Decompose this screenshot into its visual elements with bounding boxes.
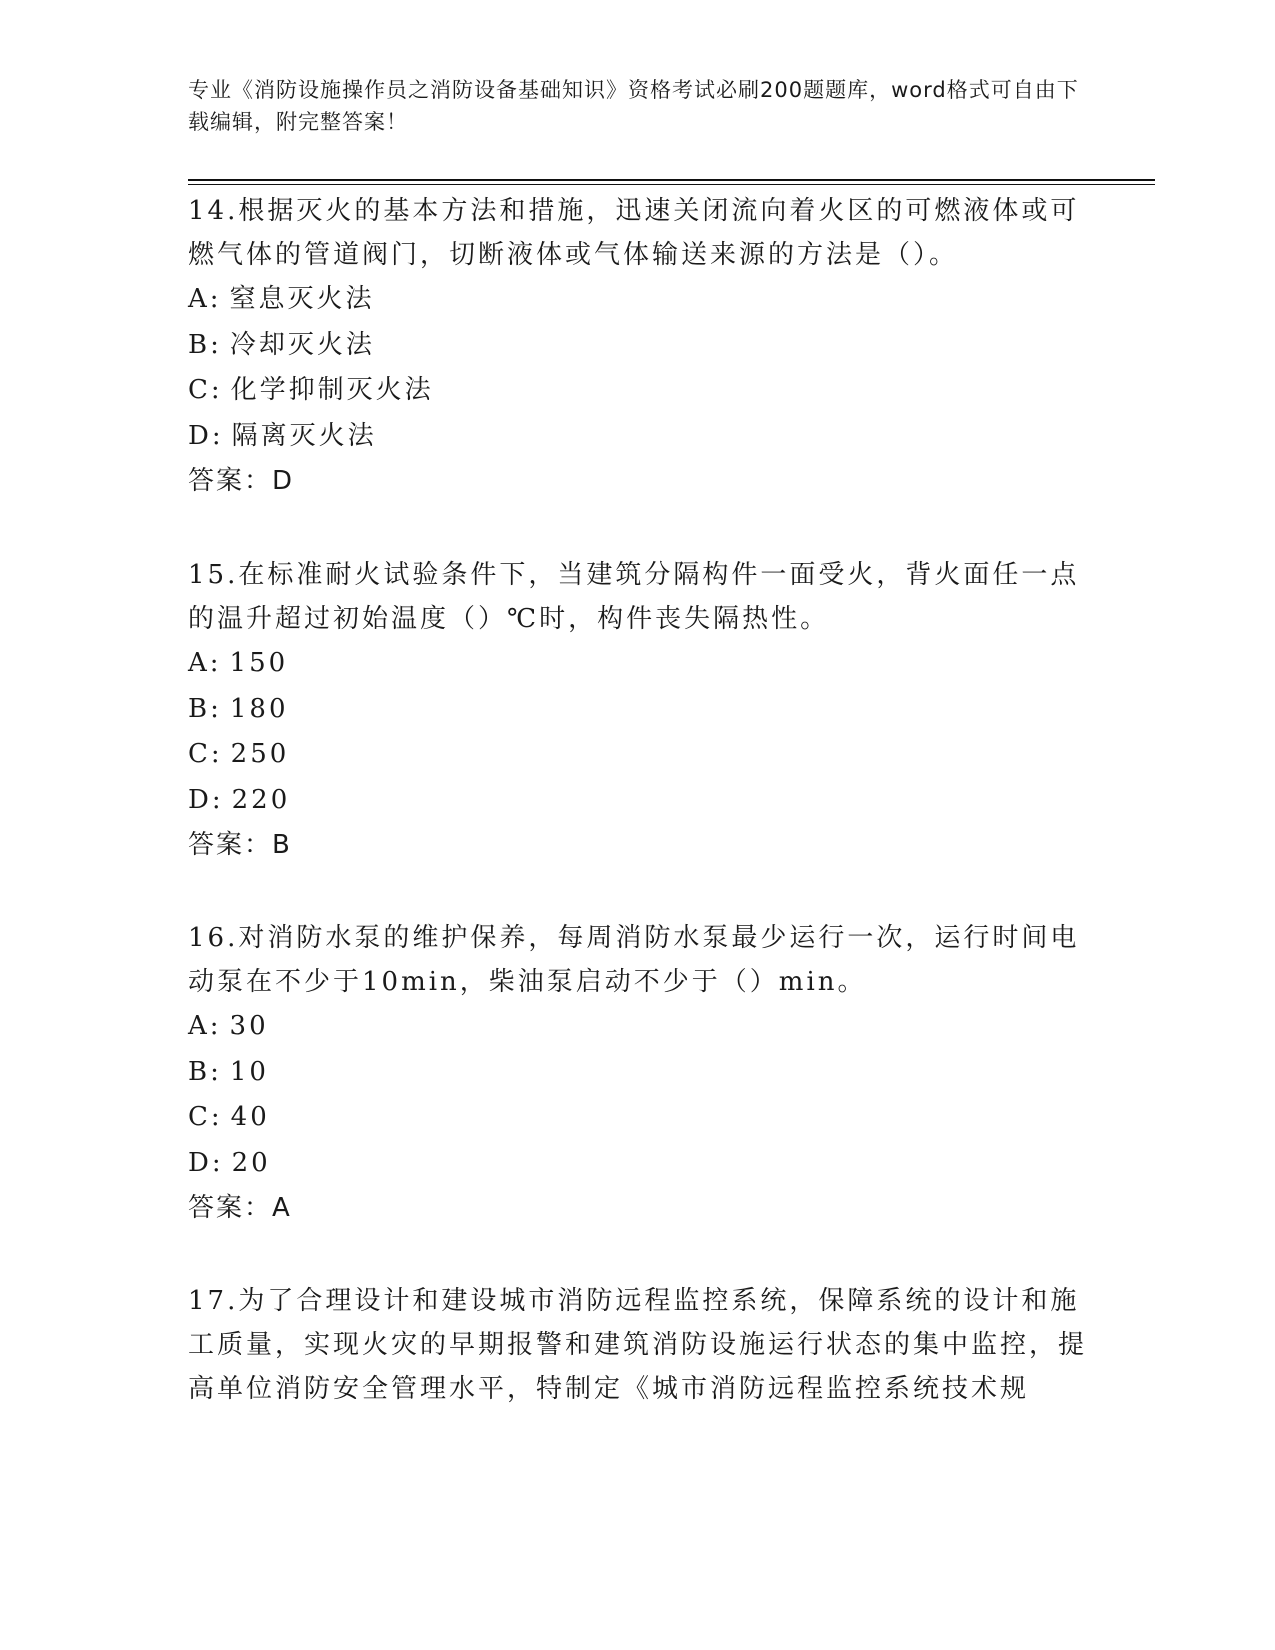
header-divider-thick [188, 179, 1155, 181]
option-b [188, 323, 1088, 369]
option-text: 220 [231, 784, 291, 815]
option-key: B: [188, 693, 222, 724]
option-key: D: [188, 784, 224, 815]
option-key: B: [188, 329, 222, 360]
question-14 [188, 189, 1088, 503]
option-key: C: [188, 1102, 223, 1132]
option-text: 250 [230, 739, 290, 769]
question-stem: 14.根据灭火的基本方法和措施，迅速关闭流向着火区的可燃液体或可燃气体的管道阀门，切断液体或气体输送来源的方法是（）。 [188, 196, 1080, 270]
answer-line: 答案：A [188, 1193, 292, 1223]
option-c [188, 1095, 1088, 1141]
option-c [188, 368, 1088, 414]
option-key: C: [188, 739, 223, 769]
option-key: B: [188, 1056, 222, 1087]
header-divider-thin [188, 184, 1155, 185]
option-text: 20 [231, 1147, 271, 1178]
option-b [188, 1050, 1088, 1096]
question-15 [188, 553, 1088, 867]
document-header: 专业《消防设施操作员之消防设备基础知识》资格考试必刷200题题库，word格式可自由下载编辑，附完整答案！ [188, 78, 1079, 134]
question-16 [188, 916, 1088, 1230]
option-text: 冷却灭火法 [229, 329, 375, 360]
option-a [188, 277, 1088, 323]
option-text: 150 [229, 648, 289, 678]
option-key: A: [188, 648, 222, 678]
option-d [188, 414, 1088, 460]
option-key: D: [188, 420, 224, 451]
option-key: A: [188, 1011, 222, 1041]
option-a [188, 1004, 1088, 1050]
question-17 [188, 1279, 1088, 1411]
option-key: C: [188, 375, 223, 405]
option-text: 30 [229, 1011, 269, 1041]
option-text: 40 [230, 1102, 270, 1132]
question-stem: 16.对消防水泵的维护保养，每周消防水泵最少运行一次，运行时间电动泵在不少于10min，柴油泵启动不少于（）min。 [188, 923, 1080, 997]
option-a [188, 641, 1088, 687]
question-stem: 17.为了合理设计和建设城市消防远程监控系统，保障系统的设计和施工质量，实现火灾的早期报警和建筑消防设施运行状态的集中监控，提高单位消防安全管理水平，特制定《城市消防远程监控系统技术规 [188, 1286, 1088, 1404]
answer-line: 答案：B [188, 830, 292, 860]
option-d [188, 1141, 1088, 1187]
option-d [188, 778, 1088, 824]
option-b [188, 687, 1088, 733]
answer-line: 答案：D [188, 466, 295, 496]
option-text: 隔离灭火法 [231, 420, 377, 451]
option-key: D: [188, 1147, 224, 1178]
option-text: 10 [229, 1056, 269, 1087]
option-text: 180 [229, 693, 289, 724]
option-c [188, 732, 1088, 778]
question-stem: 15.在标准耐火试验条件下，当建筑分隔构件一面受火，背火面任一点的温升超过初始温度（）℃时，构件丧失隔热性。 [188, 560, 1080, 634]
option-key: A: [188, 284, 222, 314]
option-text: 窒息灭火法 [229, 284, 375, 314]
option-text: 化学抑制灭火法 [230, 375, 434, 405]
